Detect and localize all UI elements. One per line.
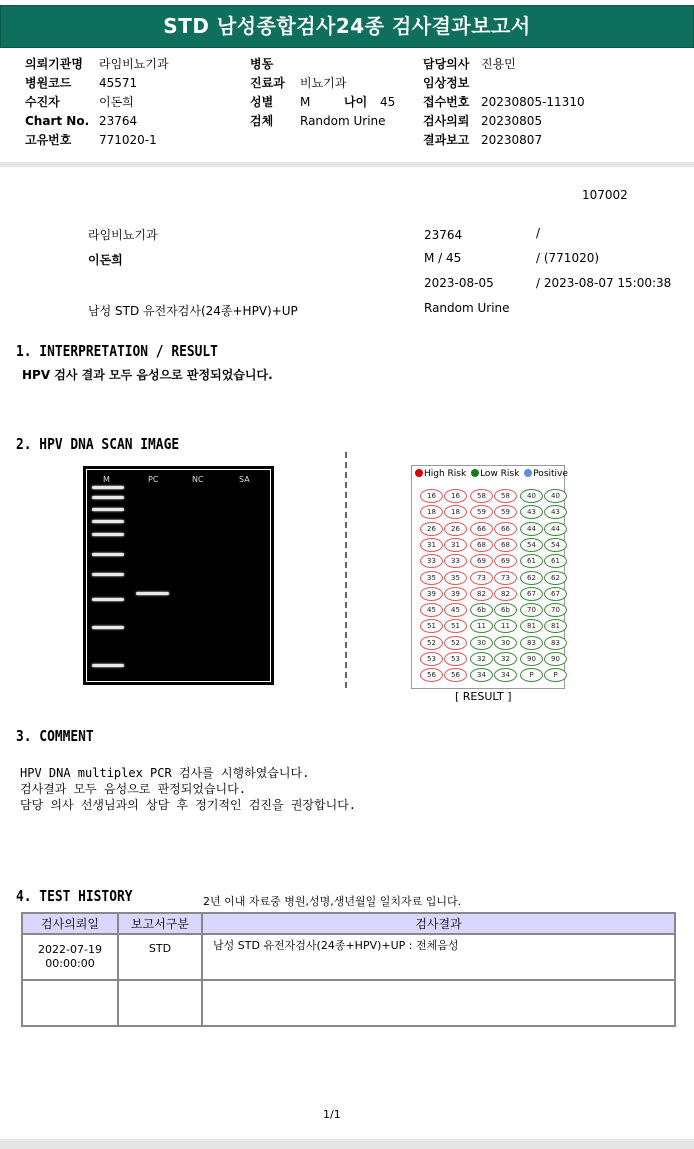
hpv-type-cell: 26 [420, 522, 443, 536]
hpv-type-cell: 35 [444, 571, 467, 585]
hpv-type-cell: P [520, 668, 543, 682]
header-label: 수진자 [25, 95, 60, 109]
section-comment-title: 3. COMMENT [16, 727, 94, 745]
marker-band [92, 573, 124, 576]
marker-band [92, 508, 124, 511]
marker-band [92, 598, 124, 601]
hpv-type-cell: 53 [420, 652, 443, 666]
hpv-type-cell: 54 [520, 538, 543, 552]
header-label: 병원코드 [25, 76, 72, 90]
hpv-type-cell: 61 [520, 554, 543, 568]
hpv-type-cell: 68 [470, 538, 493, 552]
positive-dot-icon [524, 469, 532, 477]
marker-band [92, 520, 124, 523]
hpv-type-cell: 45 [420, 603, 443, 617]
hpv-type-cell: 6b [470, 603, 493, 617]
marker-band [92, 626, 124, 629]
marker-band [92, 486, 124, 489]
hpv-type-cell: 83 [520, 636, 543, 650]
hpv-type-cell: 26 [444, 522, 467, 536]
table-header-row [22, 913, 675, 934]
hpv-type-cell: 39 [444, 587, 467, 601]
header-value: 라임비뇨기과 [99, 57, 169, 71]
header-value: M [300, 95, 311, 109]
gel-image [83, 466, 274, 685]
col-header-date: 검사의뢰일 [22, 913, 118, 934]
legend-positive: Positive [533, 469, 568, 479]
reported-datetime: / 2023-08-07 15:00:38 [536, 276, 672, 290]
header-value: 20230807 [481, 133, 543, 147]
header-value: 45571 [99, 76, 138, 90]
header-value: 비뇨기과 [300, 76, 347, 90]
hpv-type-cell: 73 [470, 571, 493, 585]
hpv-type-cell: 54 [544, 538, 567, 552]
hpv-type-cell: 52 [444, 636, 467, 650]
interpretation-text: HPV 검사 결과 모두 음성으로 판정되었습니다. [22, 368, 273, 382]
hpv-result-panel [411, 465, 568, 689]
hpv-type-cell: 81 [520, 619, 543, 633]
lane-label-pc: PC [148, 475, 159, 484]
hpv-type-cell: 56 [420, 668, 443, 682]
specimen: Random Urine [424, 301, 510, 315]
table-row [22, 934, 675, 980]
header-col2 [250, 56, 395, 129]
report-title: STD 남성종합검사24종 검사결과보고서 [163, 14, 531, 38]
footer-band [0, 1139, 694, 1149]
header-value: 20230805-11310 [481, 95, 585, 109]
header-label: 나이 [344, 95, 368, 109]
history-time: 00:00:00 [45, 957, 95, 970]
pc-band [136, 592, 169, 595]
comment-line: 검사결과 모두 음성으로 판정되었습니다. [20, 782, 246, 796]
section-scan-image-title: 2. HPV DNA SCAN IMAGE [16, 435, 180, 453]
hpv-type-cell: 69 [470, 554, 493, 568]
hpv-type-cell: 61 [544, 554, 567, 568]
header-label: 병동 [250, 57, 274, 71]
header-col3 [423, 56, 585, 148]
marker-band [92, 496, 124, 499]
separator: / [536, 226, 541, 240]
lane-label-m: M [103, 475, 110, 484]
hpv-type-cell: 32 [494, 652, 517, 666]
history-note: 2년 이내 자료중 병원,성명,생년월일 일치자료 입니다. [203, 895, 462, 908]
header-value: 23764 [99, 114, 138, 128]
hpv-type-cell: 56 [444, 668, 467, 682]
hospital-name: 라임비뇨기과 [88, 228, 158, 242]
col-header-type: 보고서구분 [118, 913, 202, 934]
hpv-type-cell: 73 [494, 571, 517, 585]
low-risk-dot-icon [471, 469, 479, 477]
header-col1 [25, 56, 169, 148]
legend-low-risk: Low Risk [480, 469, 520, 479]
hpv-type-cell: 66 [470, 522, 493, 536]
hpv-type-cell: 66 [494, 522, 517, 536]
hpv-type-cell: 59 [470, 505, 493, 519]
hpv-type-cell: 11 [494, 619, 517, 633]
received-date: 2023-08-05 [424, 276, 494, 290]
hpv-type-cell: 43 [520, 505, 543, 519]
header-value: Random Urine [300, 114, 386, 128]
history-result: 남성 STD 유전자검사(24종+HPV)+UP : 전체음성 [202, 934, 675, 980]
hpv-type-cell: 30 [494, 636, 517, 650]
hpv-type-cell: 44 [544, 522, 567, 536]
dashed-divider [345, 452, 347, 688]
hpv-type-cell: 33 [420, 554, 443, 568]
hpv-type-cell: 30 [470, 636, 493, 650]
empty-cell [118, 980, 202, 1026]
hpv-type-cell: 34 [494, 668, 517, 682]
hpv-type-cell: 16 [444, 489, 467, 503]
header-label: 고유번호 [25, 133, 72, 147]
lane-label-nc: NC [192, 475, 204, 484]
high-risk-dot-icon [415, 469, 423, 477]
marker-band [92, 664, 124, 667]
hpv-type-cell: 11 [470, 619, 493, 633]
hpv-type-cell: 18 [420, 505, 443, 519]
hpv-type-cell: 62 [520, 571, 543, 585]
header-value: 진용민 [481, 57, 516, 71]
hpv-type-cell: 69 [494, 554, 517, 568]
header-label: 결과보고 [423, 133, 470, 147]
history-type: STD [118, 934, 202, 980]
hpv-type-cell: 45 [444, 603, 467, 617]
hpv-type-cell: 62 [544, 571, 567, 585]
empty-cell [202, 980, 675, 1026]
header-value: 이돈희 [99, 95, 134, 109]
hpv-type-cell: 33 [444, 554, 467, 568]
hpv-type-cell: 70 [544, 603, 567, 617]
hpv-type-cell: 51 [420, 619, 443, 633]
header-divider [0, 162, 694, 167]
hpv-type-cell: 90 [520, 652, 543, 666]
marker-band [92, 553, 124, 556]
hpv-type-cell: 40 [544, 489, 567, 503]
hpv-type-cell: P [544, 668, 567, 682]
hpv-type-cell: 58 [470, 489, 493, 503]
hpv-type-cell: 53 [444, 652, 467, 666]
section-interpretation-title: 1. INTERPRETATION / RESULT [16, 342, 218, 360]
chart-number: 23764 [424, 228, 463, 242]
result-caption: [ RESULT ] [455, 690, 512, 703]
table-row [22, 980, 675, 1026]
hpv-type-cell: 52 [420, 636, 443, 650]
empty-cell [22, 980, 118, 1026]
header-value: 20230805 [481, 114, 543, 128]
header-value: 771020-1 [99, 133, 157, 147]
history-date: 2022-07-19 [38, 943, 102, 956]
header-label: 임상정보 [423, 76, 470, 90]
marker-band [92, 533, 124, 536]
header-label: 담당의사 [423, 57, 470, 71]
hpv-type-cell: 34 [470, 668, 493, 682]
hpv-type-cell: 40 [520, 489, 543, 503]
hpv-type-cell: 44 [520, 522, 543, 536]
comment-line: HPV DNA multiplex PCR 검사를 시행하였습니다. [20, 766, 310, 780]
hpv-type-cell: 82 [470, 587, 493, 601]
hpv-type-cell: 83 [544, 636, 567, 650]
test-name: 남성 STD 유전자검사(24종+HPV)+UP [88, 304, 298, 318]
legend [415, 469, 568, 479]
hpv-type-cell: 51 [444, 619, 467, 633]
hpv-type-cell: 18 [444, 505, 467, 519]
lane-label-sa: SA [239, 475, 250, 484]
sex-age: M / 45 [424, 251, 462, 265]
hpv-type-cell: 59 [494, 505, 517, 519]
hpv-type-cell: 39 [420, 587, 443, 601]
header-label: 검사의뢰 [423, 114, 470, 128]
hpv-type-cell: 90 [544, 652, 567, 666]
comment-line: 담당 의사 선생님과의 상담 후 정기적인 검진을 권장합니다. [20, 798, 357, 812]
header-label: 접수번호 [423, 95, 470, 109]
hpv-type-cell: 35 [420, 571, 443, 585]
header-label: 의뢰기관명 [25, 57, 83, 71]
legend-high-risk: High Risk [424, 469, 467, 479]
hpv-type-cell: 6b [494, 603, 517, 617]
header-value: 45 [380, 95, 396, 109]
hpv-type-cell: 70 [520, 603, 543, 617]
hpv-type-cell: 58 [494, 489, 517, 503]
hpv-type-cell: 32 [470, 652, 493, 666]
hpv-type-cell: 31 [444, 538, 467, 552]
hpv-type-cell: 31 [420, 538, 443, 552]
patient-name: 이돈희 [88, 253, 123, 267]
hpv-type-cell: 68 [494, 538, 517, 552]
hpv-type-cell: 16 [420, 489, 443, 503]
title-bar [0, 5, 694, 48]
comment-block [20, 765, 356, 813]
section-history-title: 4. TEST HISTORY [16, 887, 133, 905]
header-label: Chart No. [25, 114, 90, 128]
hpv-type-cell: 82 [494, 587, 517, 601]
birth-date: / (771020) [536, 251, 600, 265]
hpv-type-cell: 43 [544, 505, 567, 519]
hpv-type-cell: 67 [520, 587, 543, 601]
header-label: 검체 [250, 114, 274, 128]
history-table [21, 912, 676, 1027]
hpv-type-cell: 67 [544, 587, 567, 601]
header-label: 진료과 [250, 76, 285, 90]
page-number: 1/1 [323, 1108, 341, 1121]
history-date-cell [22, 934, 118, 980]
report-code: 107002 [582, 188, 628, 202]
header-label: 성별 [250, 95, 274, 109]
hpv-type-cell: 81 [544, 619, 567, 633]
col-header-result: 검사결과 [202, 913, 675, 934]
